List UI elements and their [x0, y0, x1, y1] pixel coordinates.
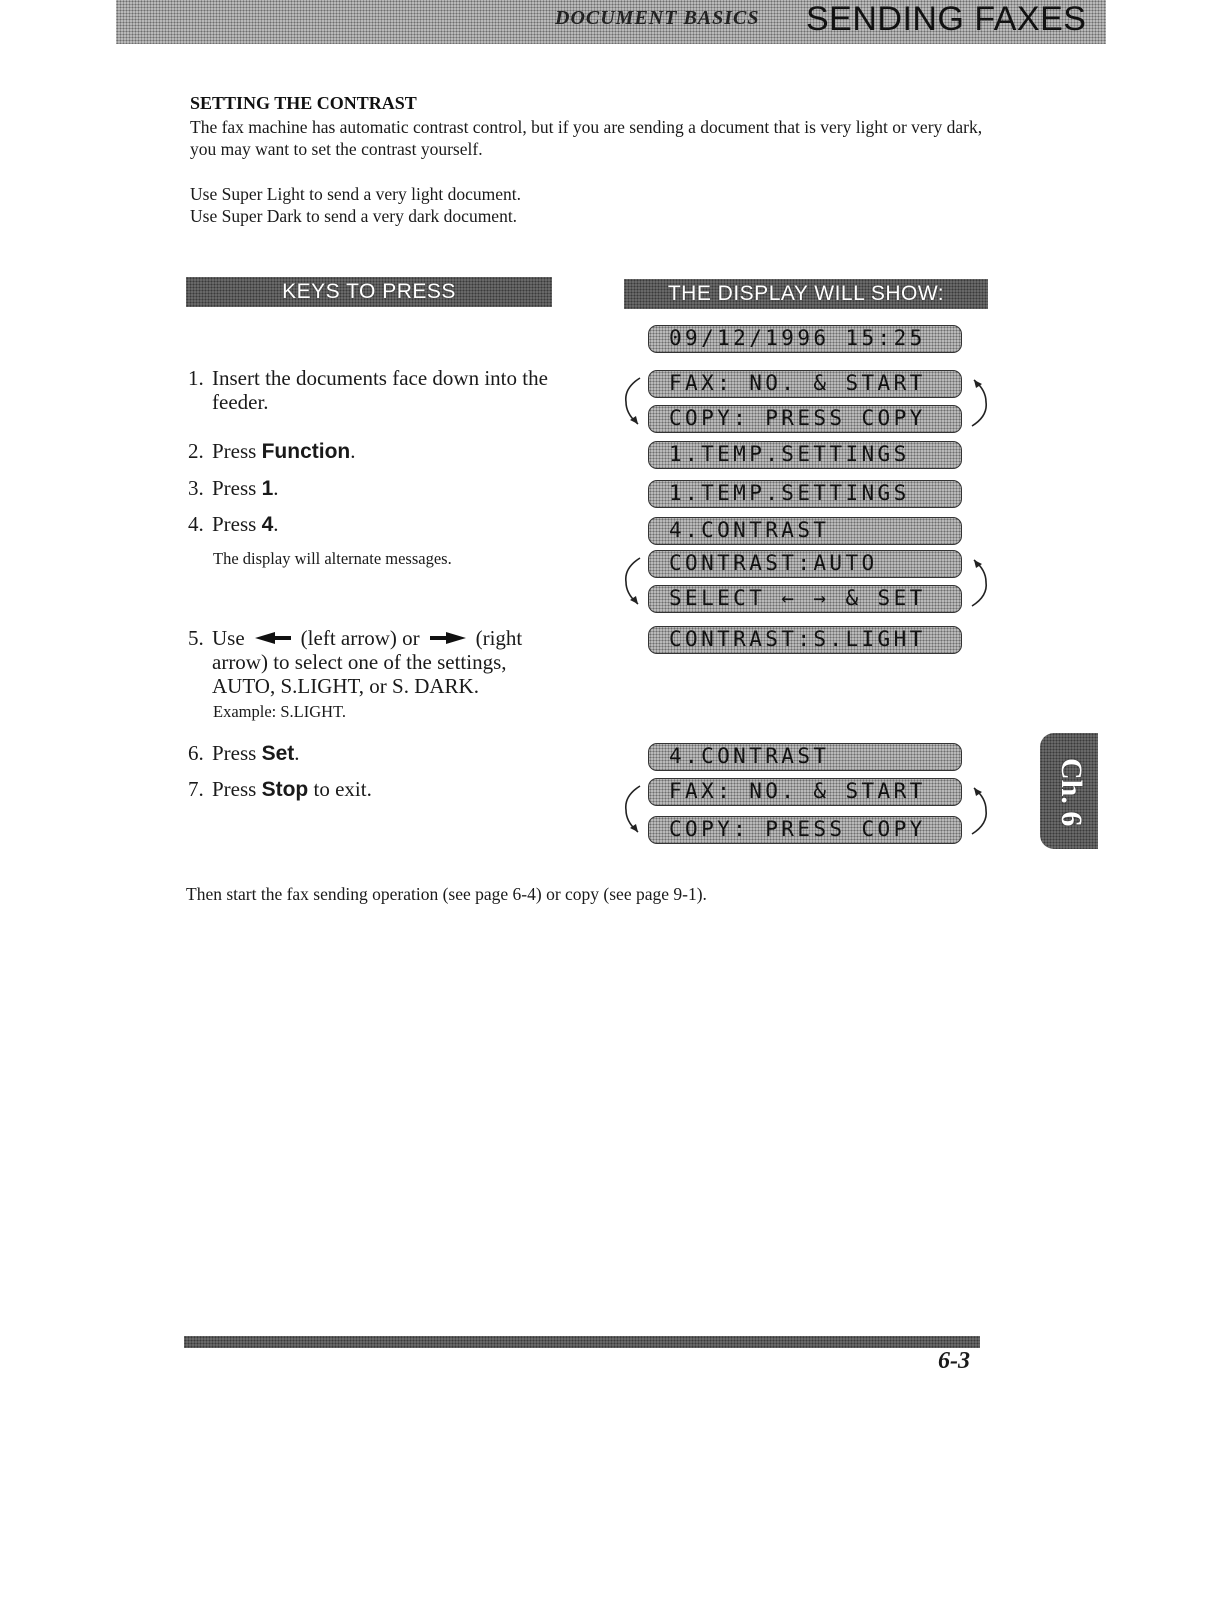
step-text: .	[273, 512, 279, 536]
step-text: to exit.	[308, 777, 372, 801]
alternate-left-arrow-icon	[616, 552, 646, 612]
step-text: .	[294, 741, 300, 765]
footer-rule	[184, 1336, 980, 1348]
step-text: Press	[212, 741, 262, 765]
lcd-contrast-menu: 4.CONTRAST	[648, 517, 962, 545]
display-will-show-header: THE DISPLAY WILL SHOW:	[624, 279, 988, 309]
step-number: 5.	[188, 626, 204, 650]
step-text: .	[273, 476, 279, 500]
usage-line-super-light: Use Super Light to send a very light document.	[190, 184, 521, 204]
lcd-fax-start: FAX: NO. & START	[648, 370, 962, 398]
step-text: (right	[475, 626, 523, 650]
step-text: Press	[212, 476, 262, 500]
alternate-left-arrow-icon	[616, 372, 646, 432]
step-4	[188, 512, 279, 537]
step-number: 2.	[188, 439, 204, 463]
step-7	[188, 777, 372, 802]
key-1: 1	[261, 477, 274, 500]
lcd-copy-press: COPY: PRESS COPY	[648, 405, 962, 433]
step-text: AUTO, S.LIGHT, or S. DARK.	[212, 674, 479, 698]
step-text: arrow) to select one of the settings,	[212, 650, 507, 674]
section-title: SETTING THE CONTRAST	[190, 93, 417, 113]
intro-paragraph: The fax machine has automatic contrast control, but if you are sending a document that is very light or very dark, you may want to set the contrast yourself.	[190, 117, 983, 159]
lcd-copy-press: COPY: PRESS COPY	[648, 816, 962, 844]
step-number: 4.	[188, 512, 204, 536]
step-number: 6.	[188, 741, 204, 765]
step-5	[188, 626, 558, 698]
usage-line-super-dark: Use Super Dark to send a very dark document.	[190, 206, 518, 226]
step-3	[188, 476, 279, 501]
chapter-tab-label: Ch. 6	[1055, 757, 1088, 827]
header-section-title: DOCUMENT BASICS	[555, 7, 760, 29]
page-number: 6-3	[938, 1348, 970, 1374]
lcd-date-time: 09/12/1996 15:25	[648, 325, 962, 353]
lcd-select-set: SELECT ← → & SET	[648, 585, 962, 613]
alternate-left-arrow-icon	[616, 780, 646, 840]
left-arrow-icon	[253, 631, 293, 645]
key-stop: Stop	[261, 778, 309, 801]
right-arrow-icon	[428, 631, 468, 645]
alternate-right-arrow-icon	[966, 780, 996, 840]
step-text: Use	[212, 626, 245, 650]
step-6	[188, 741, 300, 766]
alternate-note: The display will alternate messages.	[213, 549, 452, 568]
key-function: Function	[261, 440, 351, 463]
step-number: 3.	[188, 476, 204, 500]
step-text: Insert the documents face down into the feeder.	[212, 366, 548, 414]
step-text: .	[350, 439, 356, 463]
lcd-fax-start: FAX: NO. & START	[648, 778, 962, 806]
lcd-contrast-slight: CONTRAST:S.LIGHT	[648, 626, 962, 654]
header-chapter-title: SENDING FAXES	[806, 0, 1087, 38]
step-number: 1.	[188, 366, 204, 390]
step-number: 7.	[188, 777, 204, 801]
step-text: Press	[212, 439, 262, 463]
alternate-right-arrow-icon	[966, 552, 996, 612]
alternate-right-arrow-icon	[966, 372, 996, 432]
key-set: Set	[261, 742, 295, 765]
keys-to-press-header: KEYS TO PRESS	[186, 277, 552, 307]
lcd-contrast-menu: 4.CONTRAST	[648, 743, 962, 771]
step-2	[188, 439, 356, 464]
example-note: Example: S.LIGHT.	[213, 702, 347, 721]
lcd-temp-settings: 1.TEMP.SETTINGS	[648, 441, 962, 469]
lcd-temp-settings: 1.TEMP.SETTINGS	[648, 480, 962, 508]
step-text: Press	[212, 512, 262, 536]
closing-instruction: Then start the fax sending operation (see page 6-4) or copy (see page 9-1).	[186, 884, 707, 904]
step-text: Press	[212, 777, 262, 801]
step-1	[188, 366, 548, 414]
step-text: (left arrow) or	[300, 626, 420, 650]
key-4: 4	[261, 513, 274, 536]
lcd-contrast-auto: CONTRAST:AUTO	[648, 550, 962, 578]
